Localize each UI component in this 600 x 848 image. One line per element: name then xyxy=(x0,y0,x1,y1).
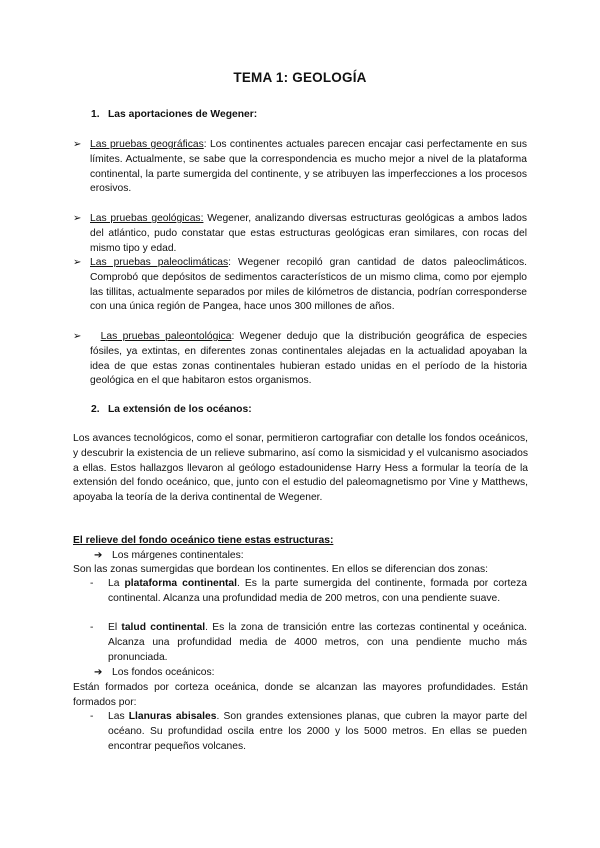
item-prefix: Las xyxy=(108,711,129,722)
item-text: . Es la parte sumergida del continente, formada por corteza continental. Alcanza una profundidad media de 200 metros, con una pendiente suave. xyxy=(108,578,527,604)
dash-marker: - xyxy=(90,578,94,589)
section-2-heading xyxy=(91,404,252,415)
right-arrow-icon: ➔ xyxy=(94,667,103,678)
bullet-label: Las pruebas geográficas xyxy=(90,139,204,150)
section-number: 2. xyxy=(91,404,100,415)
dash-marker: - xyxy=(90,711,94,722)
section-title: La extensión de los océanos: xyxy=(108,404,252,415)
item-prefix: La xyxy=(108,578,125,589)
relieve-heading: El relieve del fondo oceánico tiene estas estructuras: xyxy=(73,535,334,546)
margenes-label-text: Los márgenes continentales: xyxy=(112,550,244,561)
bullet-separator: : xyxy=(203,139,207,150)
bullet-separator: : xyxy=(231,331,235,342)
bullet-text: Los continentes actuales parecen encajar casi perfectamente en sus límites. Actualmente, se sabe que la correspondencia es mucho mejor a nivel de la plataforma continental, la parte sumergida del continente, y se atribuyen las imperfecciones a los procesos erosivos. xyxy=(90,139,527,195)
list-item-plataforma xyxy=(90,577,527,607)
item-term: talud continental xyxy=(121,622,206,633)
margenes-continentales-label xyxy=(94,549,244,564)
bullet-text: Wegener dedujo que la distribución geográfica de especies fósiles, ya extintas, en diferentes zonas continentales alejadas en la actualidad apoyaban la idea de que estas zonas continentales hubieran estado unidas en el período de la historia geológica en el que habitaron estos organismos. xyxy=(90,331,527,387)
list-item-talud xyxy=(90,621,527,665)
bullet-pruebas-geograficas xyxy=(73,138,527,197)
bullet-text: Wegener recopiló gran cantidad de datos paleoclimáticos. Comprobó que depósitos de sedimentos característicos de un mismo clima, como por ejemplo las tillitas, actualmente separados por miles de kilómetros de distancia, podrían corresponderse con una única región de Pangea, hace unos 300 millones de años. xyxy=(90,257,527,313)
right-arrow-icon: ➔ xyxy=(94,550,103,561)
item-prefix: El xyxy=(108,622,122,633)
arrow-bullet-icon: ➢ xyxy=(73,331,82,342)
item-term: plataforma continental xyxy=(124,578,238,589)
bullet-label: Las pruebas paleoclimáticas xyxy=(90,257,229,268)
bullet-pruebas-geologicas xyxy=(73,212,527,256)
fondos-label-text: Los fondos oceánicos: xyxy=(112,667,215,678)
fondos-oceanicos-label xyxy=(94,666,215,681)
section-number: 1. xyxy=(91,109,100,120)
section-1-heading xyxy=(91,109,257,120)
item-term: Llanuras abisales xyxy=(128,711,217,722)
bullet-pruebas-paleontologica xyxy=(73,330,527,389)
section-2-paragraph: Los avances tecnológicos, como el sonar, permitieron cartografiar con detalle los fondos oceánicos, y descubrir la existencia de un relieve submarino, así como la sismicidad y el vulcanismo asociados a ellas. Estos hallazgos llevaron al geólogo estadounidense Harry Hess a formular la teoría de la extensión del fondo oceánico, que, junto con el estudio del paleomagnetismo por Vine y Matthews, apoyaba la teoría de la deriva continental de Wegener. xyxy=(73,433,528,504)
bullet-separator: : xyxy=(228,257,232,268)
bullet-pruebas-paleoclimaticas xyxy=(73,256,527,315)
bullet-label: Las pruebas paleontológica xyxy=(100,331,232,342)
section-title: Las aportaciones de Wegener: xyxy=(108,109,258,120)
arrow-bullet-icon: ➢ xyxy=(73,139,82,150)
bullet-text: Wegener, analizando diversas estructuras geológicas a ambos lados del atlántico, pudo constatar que estas estructuras geológicas eran similares, con rocas del mismo tipo y edad. xyxy=(90,213,527,254)
list-item-llanuras xyxy=(90,710,527,754)
dash-marker: - xyxy=(90,622,94,633)
arrow-bullet-icon: ➢ xyxy=(73,257,82,268)
item-text: . Es la zona de transición entre las cortezas continental y oceánica. Alcanza una profundidad media de 4000 metros, con una pendiente mucho más pronunciada. xyxy=(108,622,527,663)
fondos-intro: Están formados por corteza oceánica, donde se alcanzan las mayores profundidades. Están formados por: xyxy=(73,682,528,708)
arrow-bullet-icon: ➢ xyxy=(73,213,82,224)
bullet-label: Las pruebas geológicas: xyxy=(90,213,204,224)
item-text: . Son grandes extensiones planas, que cubren la mayor parte del océano. Su profundidad oscila entre los 2000 y los 5000 metros. En ellas se pueden encontrar pequeños volcanes. xyxy=(108,711,527,752)
margenes-intro: Son las zonas sumergidas que bordean los continentes. En ellos se diferencian dos zonas: xyxy=(73,564,488,575)
page-title: TEMA 1: GEOLOGÍA xyxy=(233,70,367,85)
